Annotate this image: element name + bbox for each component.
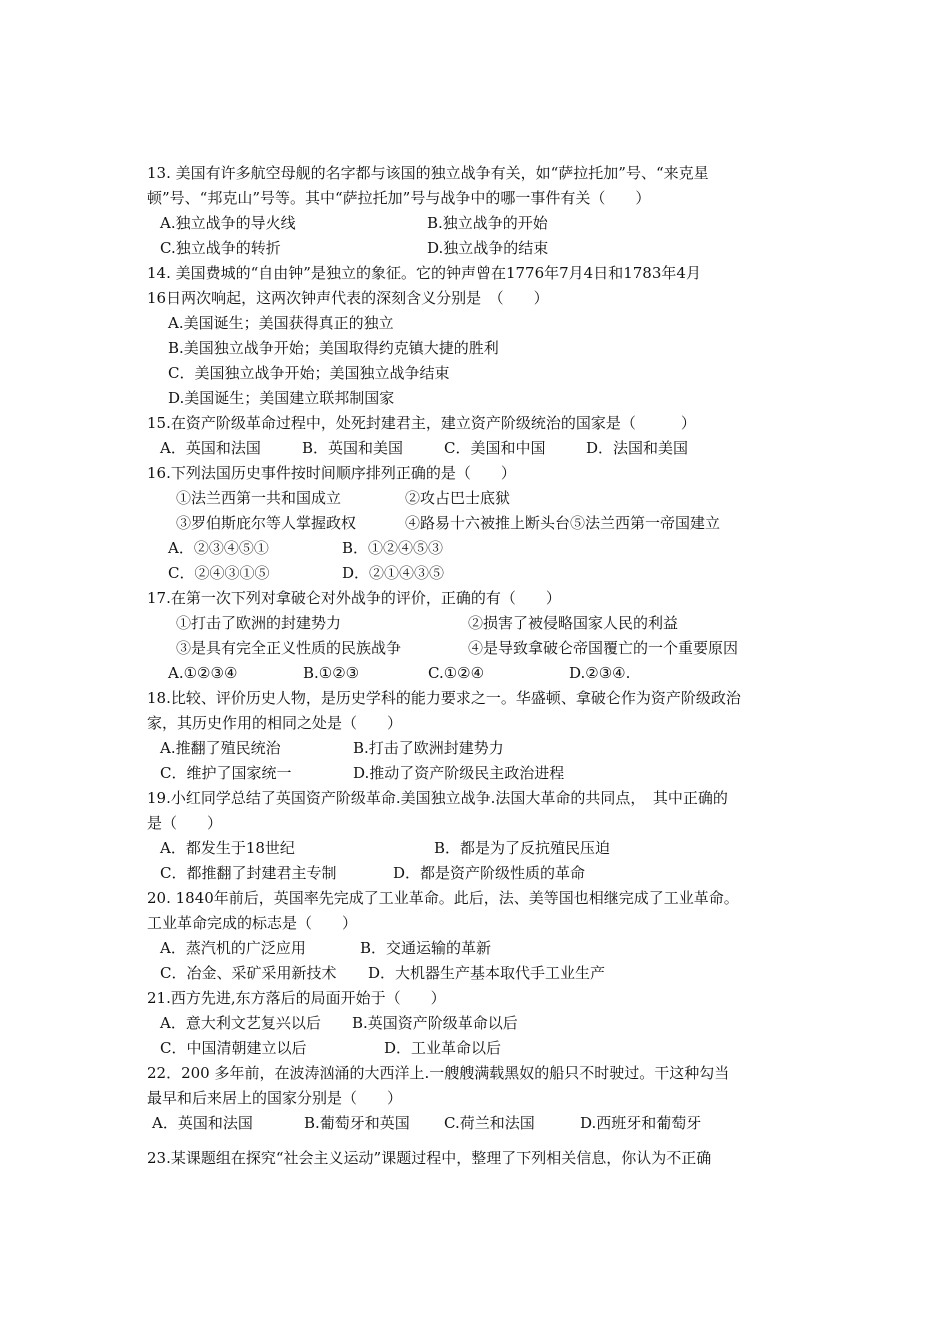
q18-stem-line1: 18.比较、评价历史人物，是历史学科的能力要求之一。华盛顿、拿破仑作为资产阶级政治: [147, 689, 741, 707]
q13-option-a: A.独立战争的导火线: [160, 214, 296, 232]
q18-option-d: D.推动了资产阶级民主政治进程: [353, 764, 565, 782]
q21-option-b: B.英国资产阶级革命以后: [352, 1014, 518, 1032]
q15-option-b: B．英国和美国: [302, 439, 404, 457]
q19-stem-line2: 是（ ）: [147, 814, 223, 832]
q15-option-a: A．英国和法国: [160, 439, 261, 457]
q16-stem: 16.下列法国历史事件按时间顺序排列正确的是（ ）: [147, 464, 516, 482]
q20-stem-line2: 工业革命完成的标志是（ ）: [147, 914, 358, 932]
q14-stem-line1: 14. 美国费城的“自由钟”是独立的象征。它的钟声曾在1776年7月4日和1783年4月: [147, 264, 701, 282]
q18-option-c: C．维护了国家统一: [160, 764, 292, 782]
q16-item-2: ②攻占巴士底狱: [405, 489, 511, 507]
q21-option-a: A．意大利文艺复兴以后: [160, 1014, 321, 1032]
q13-stem-line1: 13. 美国有许多航空母舰的名字都与该国的独立战争有关，如“萨拉托加”号、“来克星: [147, 164, 709, 182]
q20-option-b: B．交通运输的革新: [360, 939, 492, 957]
q13-option-b: B.独立战争的开始: [427, 214, 548, 232]
q17-option-a: A.①②③④: [168, 664, 238, 682]
q17-stem: 17.在第一次下列对拿破仑对外战争的评价，正确的有（ ）: [147, 589, 561, 607]
q16-item-4-5: ④路易十六被推上断头台⑤法兰西第一帝国建立: [405, 514, 721, 532]
q17-item-3: ③是具有完全正义性质的民族战争: [176, 639, 402, 657]
q13-option-d: D.独立战争的结束: [427, 239, 549, 257]
q15-option-d: D．法国和美国: [586, 439, 689, 457]
q22-stem-line2: 最早和后来居上的国家分别是（ ）: [147, 1089, 403, 1107]
q19-option-a: A．都发生于18世纪: [160, 839, 295, 857]
q19-option-c: C．都推翻了封建君主专制: [160, 864, 337, 882]
q22-option-a: A．英国和法国: [152, 1114, 253, 1132]
q20-option-c: C．冶金、采矿采用新技术: [160, 964, 337, 982]
q14-option-b: B.美国独立战争开始；美国取得约克镇大捷的胜利: [168, 339, 499, 357]
q19-option-b: B．都是为了反抗殖民压迫: [434, 839, 611, 857]
q13-stem-line2: 顿”号、“邦克山”号等。其中“萨拉托加”号与战争中的哪一事件有关（ ）: [147, 189, 651, 207]
q17-option-b: B.①②③: [303, 664, 360, 682]
q22-option-b: B.葡萄牙和英国: [304, 1114, 410, 1132]
q14-option-a: A.美国诞生；美国获得真正的独立: [168, 314, 394, 332]
q20-option-a: A．蒸汽机的广泛应用: [160, 939, 306, 957]
q22-option-c: C.荷兰和法国: [444, 1114, 535, 1132]
q19-stem-line1: 19.小红同学总结了英国资产阶级革命.美国独立战争.法国大革命的共同点， 其中正确的: [147, 789, 728, 807]
q21-option-d: D．工业革命以后: [384, 1039, 502, 1057]
q23-stem-line1: 23.某课题组在探究“社会主义运动”课题过程中，整理了下列相关信息，你认为不正确: [147, 1149, 712, 1167]
q17-item-1: ①打击了欧洲的封建势力: [176, 614, 342, 632]
q22-option-d: D.西班牙和葡萄牙: [580, 1114, 702, 1132]
q20-option-d: D．大机器生产基本取代手工业生产: [368, 964, 606, 982]
q16-item-3: ③罗伯斯庇尔等人掌握政权: [176, 514, 357, 532]
q16-item-1: ①法兰西第一共和国成立: [176, 489, 342, 507]
q17-item-4: ④是导致拿破仑帝国覆亡的一个重要原因: [468, 639, 739, 657]
q16-option-b: B．①②④⑤③: [342, 539, 444, 557]
q18-option-a: A.推翻了殖民统治: [160, 739, 281, 757]
q15-stem: 15.在资产阶级革命过程中，处死封建君主，建立资产阶级统治的国家是（ ）: [147, 414, 696, 432]
q17-item-2: ②损害了被侵略国家人民的利益: [468, 614, 679, 632]
q14-option-d: D.美国诞生；美国建立联邦制国家: [168, 389, 395, 407]
q18-option-b: B.打击了欧洲封建势力: [353, 739, 504, 757]
q17-option-c: C.①②④: [428, 664, 485, 682]
q16-option-d: D．②①④③⑤: [342, 564, 445, 582]
q21-option-c: C．中国清朝建立以后: [160, 1039, 307, 1057]
q17-option-d: D.②③④.: [569, 664, 631, 682]
q19-option-d: D．都是资产阶级性质的革命: [393, 864, 586, 882]
q14-option-c: C．美国独立战争开始；美国独立战争结束: [168, 364, 450, 382]
q13-option-c: C.独立战争的转折: [160, 239, 281, 257]
q14-stem-line2: 16日两次响起，这两次钟声代表的深刻含义分别是 （ ）: [147, 289, 549, 307]
q16-option-a: A．②③④⑤①: [168, 539, 269, 557]
q21-stem: 21.西方先进,东方落后的局面开始于（ ）: [147, 989, 446, 1007]
q16-option-c: C．②④③①⑤: [168, 564, 270, 582]
q22-stem-line1: 22．200 多年前，在波涛汹涌的大西洋上.一艘艘满载黑奴的船只不时驶过。干这种勾当: [147, 1064, 730, 1082]
q20-stem-line1: 20. 1840年前后，英国率先完成了工业革命。此后，法、美等国也相继完成了工业革命。: [147, 889, 739, 907]
q18-stem-line2: 家，其历史作用的相同之处是（ ）: [147, 714, 403, 732]
q15-option-c: C．美国和中国: [444, 439, 546, 457]
